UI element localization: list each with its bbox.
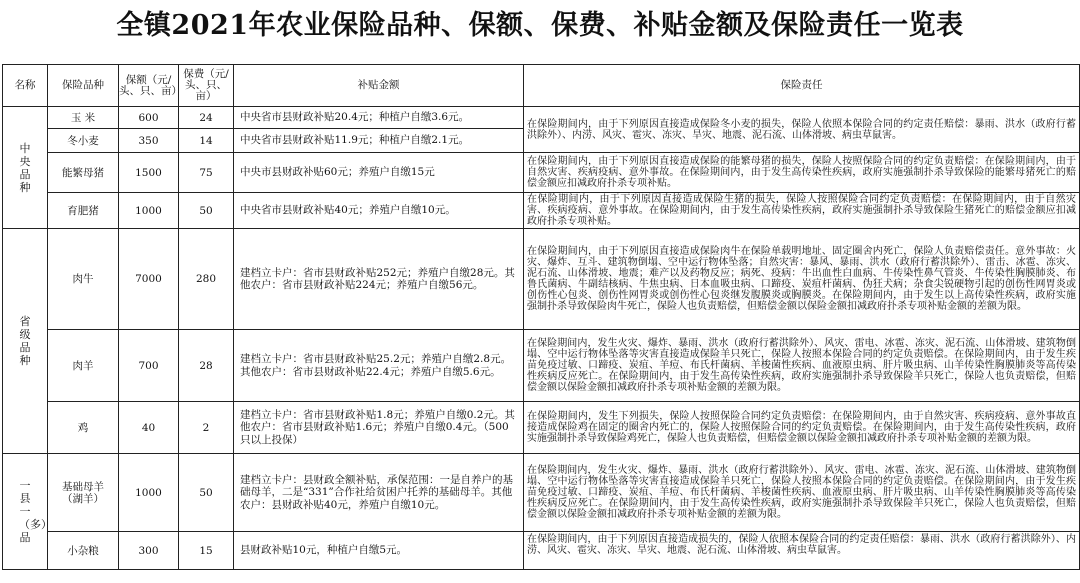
variety-cell: 基础母羊（湖羊）: [48, 454, 119, 532]
insurance-table-wrapper: [2, 64, 1080, 570]
liability-cell: 在保险期间内，由于下列原因直接造成保险的能繁母猪的损失，保险人按照保险合同的约定负责赔偿：在保险期间内，由于自然灾害、疾病疫病、意外事故。在保险期间内，由于发生高传染性疾病，政府实施强制扑杀导致保险的能繁母猪死亡的赔偿金额应扣减政府扑杀专项补贴。: [524, 153, 1080, 193]
variety-cell: 肉牛: [48, 229, 119, 330]
table-row: [3, 402, 1080, 454]
variety-cell: 能繁母猪: [48, 153, 119, 193]
subsidy-cell: 中央省市县财政补贴20.4元；种植户自缴3.6元。: [234, 107, 524, 129]
coverage-cell: 300: [119, 532, 179, 570]
coverage-cell: 700: [119, 330, 179, 402]
table-row: [3, 153, 1080, 193]
premium-cell: 15: [179, 532, 234, 570]
premium-cell: 50: [179, 193, 234, 229]
liability-cell: 在保险期间内，发生下列损失，保险人按照保险合同约定负责赔偿：在保险期间内，由于自然灾害、疾病疫病、意外事故直接造成保险鸡在固定的圈舍内死亡的，保险人按照保险合同的约定负责赔偿。在保险期间内，由于发生高传染性疾病，政府实施强制扑杀导致保险鸡死亡，保险人也负责赔偿，但赔偿金额以保险金额扣减政府扑杀专项补贴金额的差额为限。: [524, 402, 1080, 454]
variety-cell: 育肥猪: [48, 193, 119, 229]
coverage-cell: 7000: [119, 229, 179, 330]
variety-cell: 玉 米: [48, 107, 119, 129]
table-row: [3, 229, 1080, 330]
subsidy-cell: 县财政补贴10元，种植户自缴5元。: [234, 532, 524, 570]
subsidy-cell: 中央省市县财政补贴40元；养殖户自缴10元。: [234, 193, 524, 229]
coverage-cell: 1500: [119, 153, 179, 193]
variety-cell: 冬小麦: [48, 129, 119, 153]
header-premium: 保费（元/头、只、亩）: [179, 65, 234, 107]
variety-cell: 鸡: [48, 402, 119, 454]
premium-cell: 75: [179, 153, 234, 193]
liability-cell: 在保险期间内，由于下列原因直接造成保险冬小麦的损失，保险人依照本保险合同的约定责任赔偿：暴雨、洪水（政府行蓄洪除外）、内涝、风灾、雹灾、冻灾、旱灾、地震、泥石流、山体滑坡、病虫草鼠害。: [524, 107, 1080, 153]
subsidy-cell: 中央省市县财政补贴11.9元；种植户自缴2.1元。: [234, 129, 524, 153]
table-row: [3, 107, 1080, 129]
subsidy-cell: 建档立卡户：省市县财政补贴252元；养殖户自缴28元。其他农户：省市县财政补贴224元；养殖户自缴56元。: [234, 229, 524, 330]
coverage-cell: 1000: [119, 454, 179, 532]
variety-cell: 肉羊: [48, 330, 119, 402]
premium-cell: 50: [179, 454, 234, 532]
category-county: 一县一（多）品: [3, 454, 48, 570]
header-coverage: 保额（元/头、只、亩）: [119, 65, 179, 107]
subsidy-cell: 建档立卡户：县财政全额补贴，承保范围：一是自养户的基础母羊，二是“331”合作社给贫困户托养的基础母羊。其他农户：县财政补贴40元，养殖户自缴10元。: [234, 454, 524, 532]
table-row: [3, 330, 1080, 402]
premium-cell: 24: [179, 107, 234, 129]
subsidy-cell: 中央市县财政补贴60元；养殖户自缴15元: [234, 153, 524, 193]
category-provincial: 省级品种: [3, 229, 48, 454]
coverage-cell: 350: [119, 129, 179, 153]
premium-cell: 28: [179, 330, 234, 402]
header-name: 名称: [3, 65, 48, 107]
category-central: 中央品种: [3, 107, 48, 229]
liability-cell: 在保险期间内，由于下列原因直接造成保险生猪的损失，保险人按照保险合同约定负责赔偿：在保险期间内，由于自然灾害、疾病疫病、意外事故。在保险期间内，由于发生高传染性疾病，政府实施强制扑杀导致保险生猪死亡的赔偿金额应扣减政府扑杀专项补贴。: [524, 193, 1080, 229]
header-variety: 保险品种: [48, 65, 119, 107]
coverage-cell: 600: [119, 107, 179, 129]
subsidy-cell: 建档立卡户：省市县财政补贴1.8元；养殖户自缴0.2元。其他农户：省市县财政补贴1.6元；养殖户自缴0.4元。（500只以上投保）: [234, 402, 524, 454]
header-row: [3, 65, 1080, 107]
document-title: 全镇2021年农业保险品种、保额、保费、补贴金额及保险责任一览表: [116, 9, 964, 41]
table-row: [3, 193, 1080, 229]
premium-cell: 280: [179, 229, 234, 330]
table-row: [3, 454, 1080, 532]
liability-cell: 在保险期间内，由于下列原因直接造成损失的，保险人依照本保险合同的约定责任赔偿：暴雨、洪水（政府行蓄洪除外）、内涝、风灾、雹灾、冻灾、旱灾、地震、泥石流、山体滑坡、病虫草鼠害。: [524, 532, 1080, 570]
header-subsidy: 补贴金额: [234, 65, 524, 107]
premium-cell: 14: [179, 129, 234, 153]
coverage-cell: 40: [119, 402, 179, 454]
premium-cell: 2: [179, 402, 234, 454]
liability-cell: 在保险期间内，由于下列原因直接造成保险肉牛在保险单载明地址、固定圈舍内死亡，保险人负责赔偿责任。意外事故：火灾、爆炸、互斗、建筑物倒塌、空中运行物体坠落；自然灾害：暴风、暴雨、洪水（政府行蓄洪除外）、雷击、冰雹、冻灾、泥石流、山体滑坡、地震；难产以及药物反应；病死、疫病：牛出血性白血病、牛传染性鼻气管炎、牛传染性胸膜肺炎、布鲁氏菌病、牛副结核病、牛焦虫病、日本血吸虫病、口蹄疫、炭疽杆菌病、伪狂犬病；杂食尖锐硬物引起的创伤性网胃炎或创伤性心包炎、创伤性网胃炎或创伤性心包炎继发腹膜炎或胸膜炎。在保险期间内，由于发生以上高传染性疾病，政府实施强制扑杀导致保险肉牛死亡，保险人也负责赔偿，但赔偿金额以保险金额扣减政府扑杀专项补贴金额的差额为限。: [524, 229, 1080, 330]
coverage-cell: 1000: [119, 193, 179, 229]
table-row: [3, 532, 1080, 570]
insurance-table: [2, 64, 1080, 570]
liability-cell: 在保险期间内，发生火灾、爆炸、暴雨、洪水（政府行蓄洪除外）、风灾、雷电、冰雹、冻灾、泥石流、山体滑坡、建筑物倒塌、空中运行物体坠落等灾害直接造成保险羊只死亡，保险人按照本保险合同的约定负责赔偿。在保险期间内，由于发生疾苗免疫过敏、口蹄疫、炭疽、羊痘、布氏杆菌病、羊梭菌性疾病、血液原虫病、肝片吸虫病、山羊传染性胸膜肺炎等高传染性疾病反应死亡。在保险期间内，由于发生高传染性疾病，政府实施强制扑杀导致保险羊只死亡，保险人也负责赔偿，但赔偿金额以保险金额扣减政府扑杀专项补贴金额的差额为限。: [524, 454, 1080, 532]
subsidy-cell: 建档立卡户：省市县财政补贴25.2元；养殖户自缴2.8元。其他农户：省市县财政补贴22.4元；养殖户自缴5.6元。: [234, 330, 524, 402]
variety-cell: 小杂粮: [48, 532, 119, 570]
liability-cell: 在保险期间内，发生火灾、爆炸、暴雨、洪水（政府行蓄洪除外）、风灾、雷电、冰雹、冻灾、泥石流、山体滑坡、建筑物倒塌、空中运行物体坠落等灾害直接造成保险羊只死亡，保险人按照本保险合同的约定负责赔偿。在保险期间内，由于发生疾苗免疫过敏、口蹄疫、炭疽、羊痘、布氏杆菌病、羊梭菌性疾病、血液原虫病、肝片吸虫病、山羊传染性胸膜肺炎等高传染性疾病反应死亡。在保险期间内，由于发生高传染性疾病，政府实施强制扑杀导致保险羊只死亡，保险人也负责赔偿，但赔偿金额以保险金额扣减政府扑杀专项补贴金额的差额为限。: [524, 330, 1080, 402]
header-liability: 保险责任: [524, 65, 1080, 107]
